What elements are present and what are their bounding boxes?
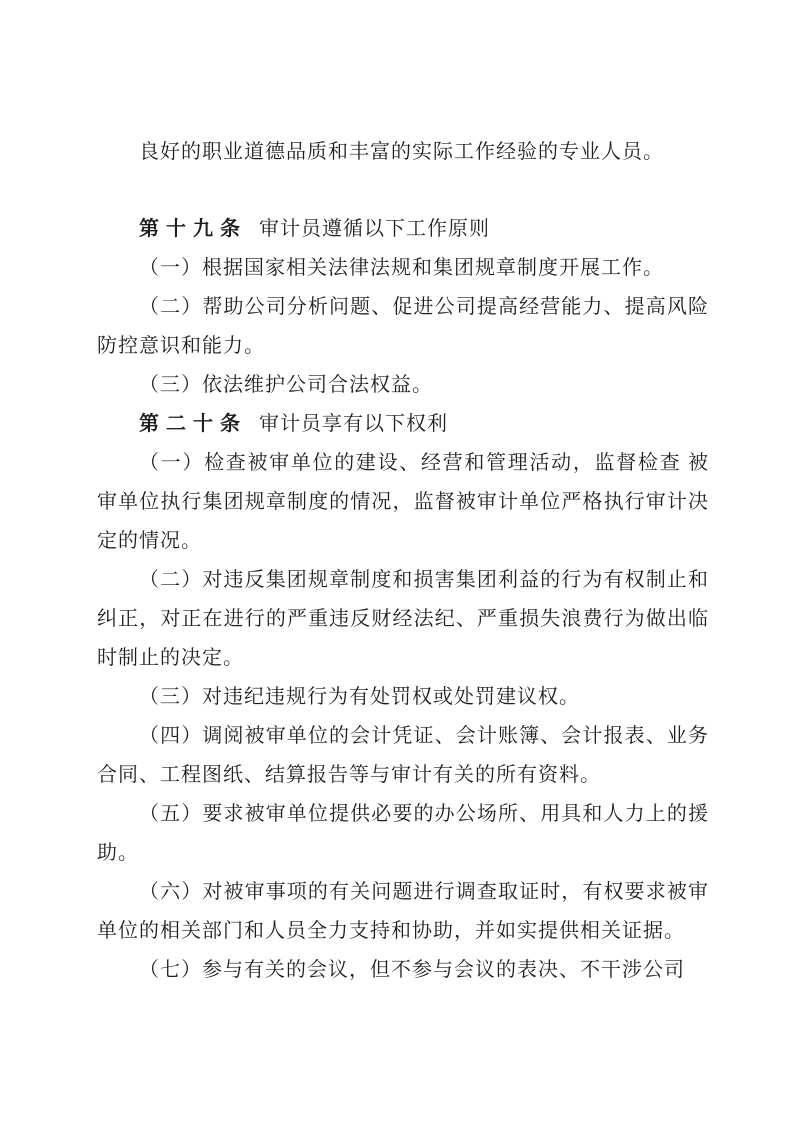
paragraph-item (97, 717, 709, 795)
paragraph-item (97, 873, 709, 951)
paragraph-item (97, 366, 709, 405)
paragraph-text: （三）依法维护公司合法权益。 (139, 374, 433, 396)
paragraph-text: （一）检查被审单位的建设、经营和管理活动，监督检查 被审单位执行集团规章制度的情况，监督被审计单位严格执行审计决定的情况。 (97, 452, 709, 552)
paragraph-text: （二）对违反集团规章制度和损害集团利益的行为有权制止和纠正，对正在进行的严重违反财经法纪、严重损失浪费行为做出临时制止的决定。 (97, 569, 709, 669)
article-19-heading (97, 210, 709, 249)
article-number: 第二十条 (139, 413, 247, 435)
paragraph-text: 良好的职业道德品质和丰富的实际工作经验的专业人员。 (139, 141, 664, 163)
paragraph-text: （一）根据国家相关法律法规和集团规章制度开展工作。 (139, 257, 664, 279)
paragraph-item (97, 561, 709, 678)
paragraph-text: （三）对违纪违规行为有处罚权或处罚建议权。 (139, 686, 580, 708)
paragraph-text: （七）参与有关的会议，但不参与会议的表决、不干涉公司 (139, 959, 685, 981)
paragraph-item (97, 288, 709, 366)
article-title-text: 审计员享有以下权利 (259, 413, 448, 435)
paragraph-item-truncated (97, 951, 709, 990)
paragraph-text: （四）调阅被审单位的会计凭证、会计账簿、会计报表、业务合同、工程图纸、结算报告等与审计有关的所有资料。 (97, 725, 709, 786)
paragraph-text: （二）帮助公司分析问题、促进公司提高经营能力、提高风险防控意识和能力。 (97, 296, 709, 357)
paragraph-item (97, 249, 709, 288)
paragraph-text: （五）要求被审单位提供必要的办公场所、用具和人力上的援助。 (97, 803, 709, 864)
article-20-heading (97, 405, 709, 444)
paragraph-item (97, 444, 709, 561)
paragraph-continuation (97, 133, 709, 172)
paragraph-text: （六）对被审事项的有关问题进行调查取证时，有权要求被审单位的相关部门和人员全力支持和协助，并如实提供相关证据。 (97, 881, 709, 942)
article-title-text: 审计员遵循以下工作原则 (259, 218, 490, 240)
paragraph-item (97, 795, 709, 873)
paragraph-item (97, 678, 709, 717)
article-number: 第十九条 (139, 218, 247, 240)
